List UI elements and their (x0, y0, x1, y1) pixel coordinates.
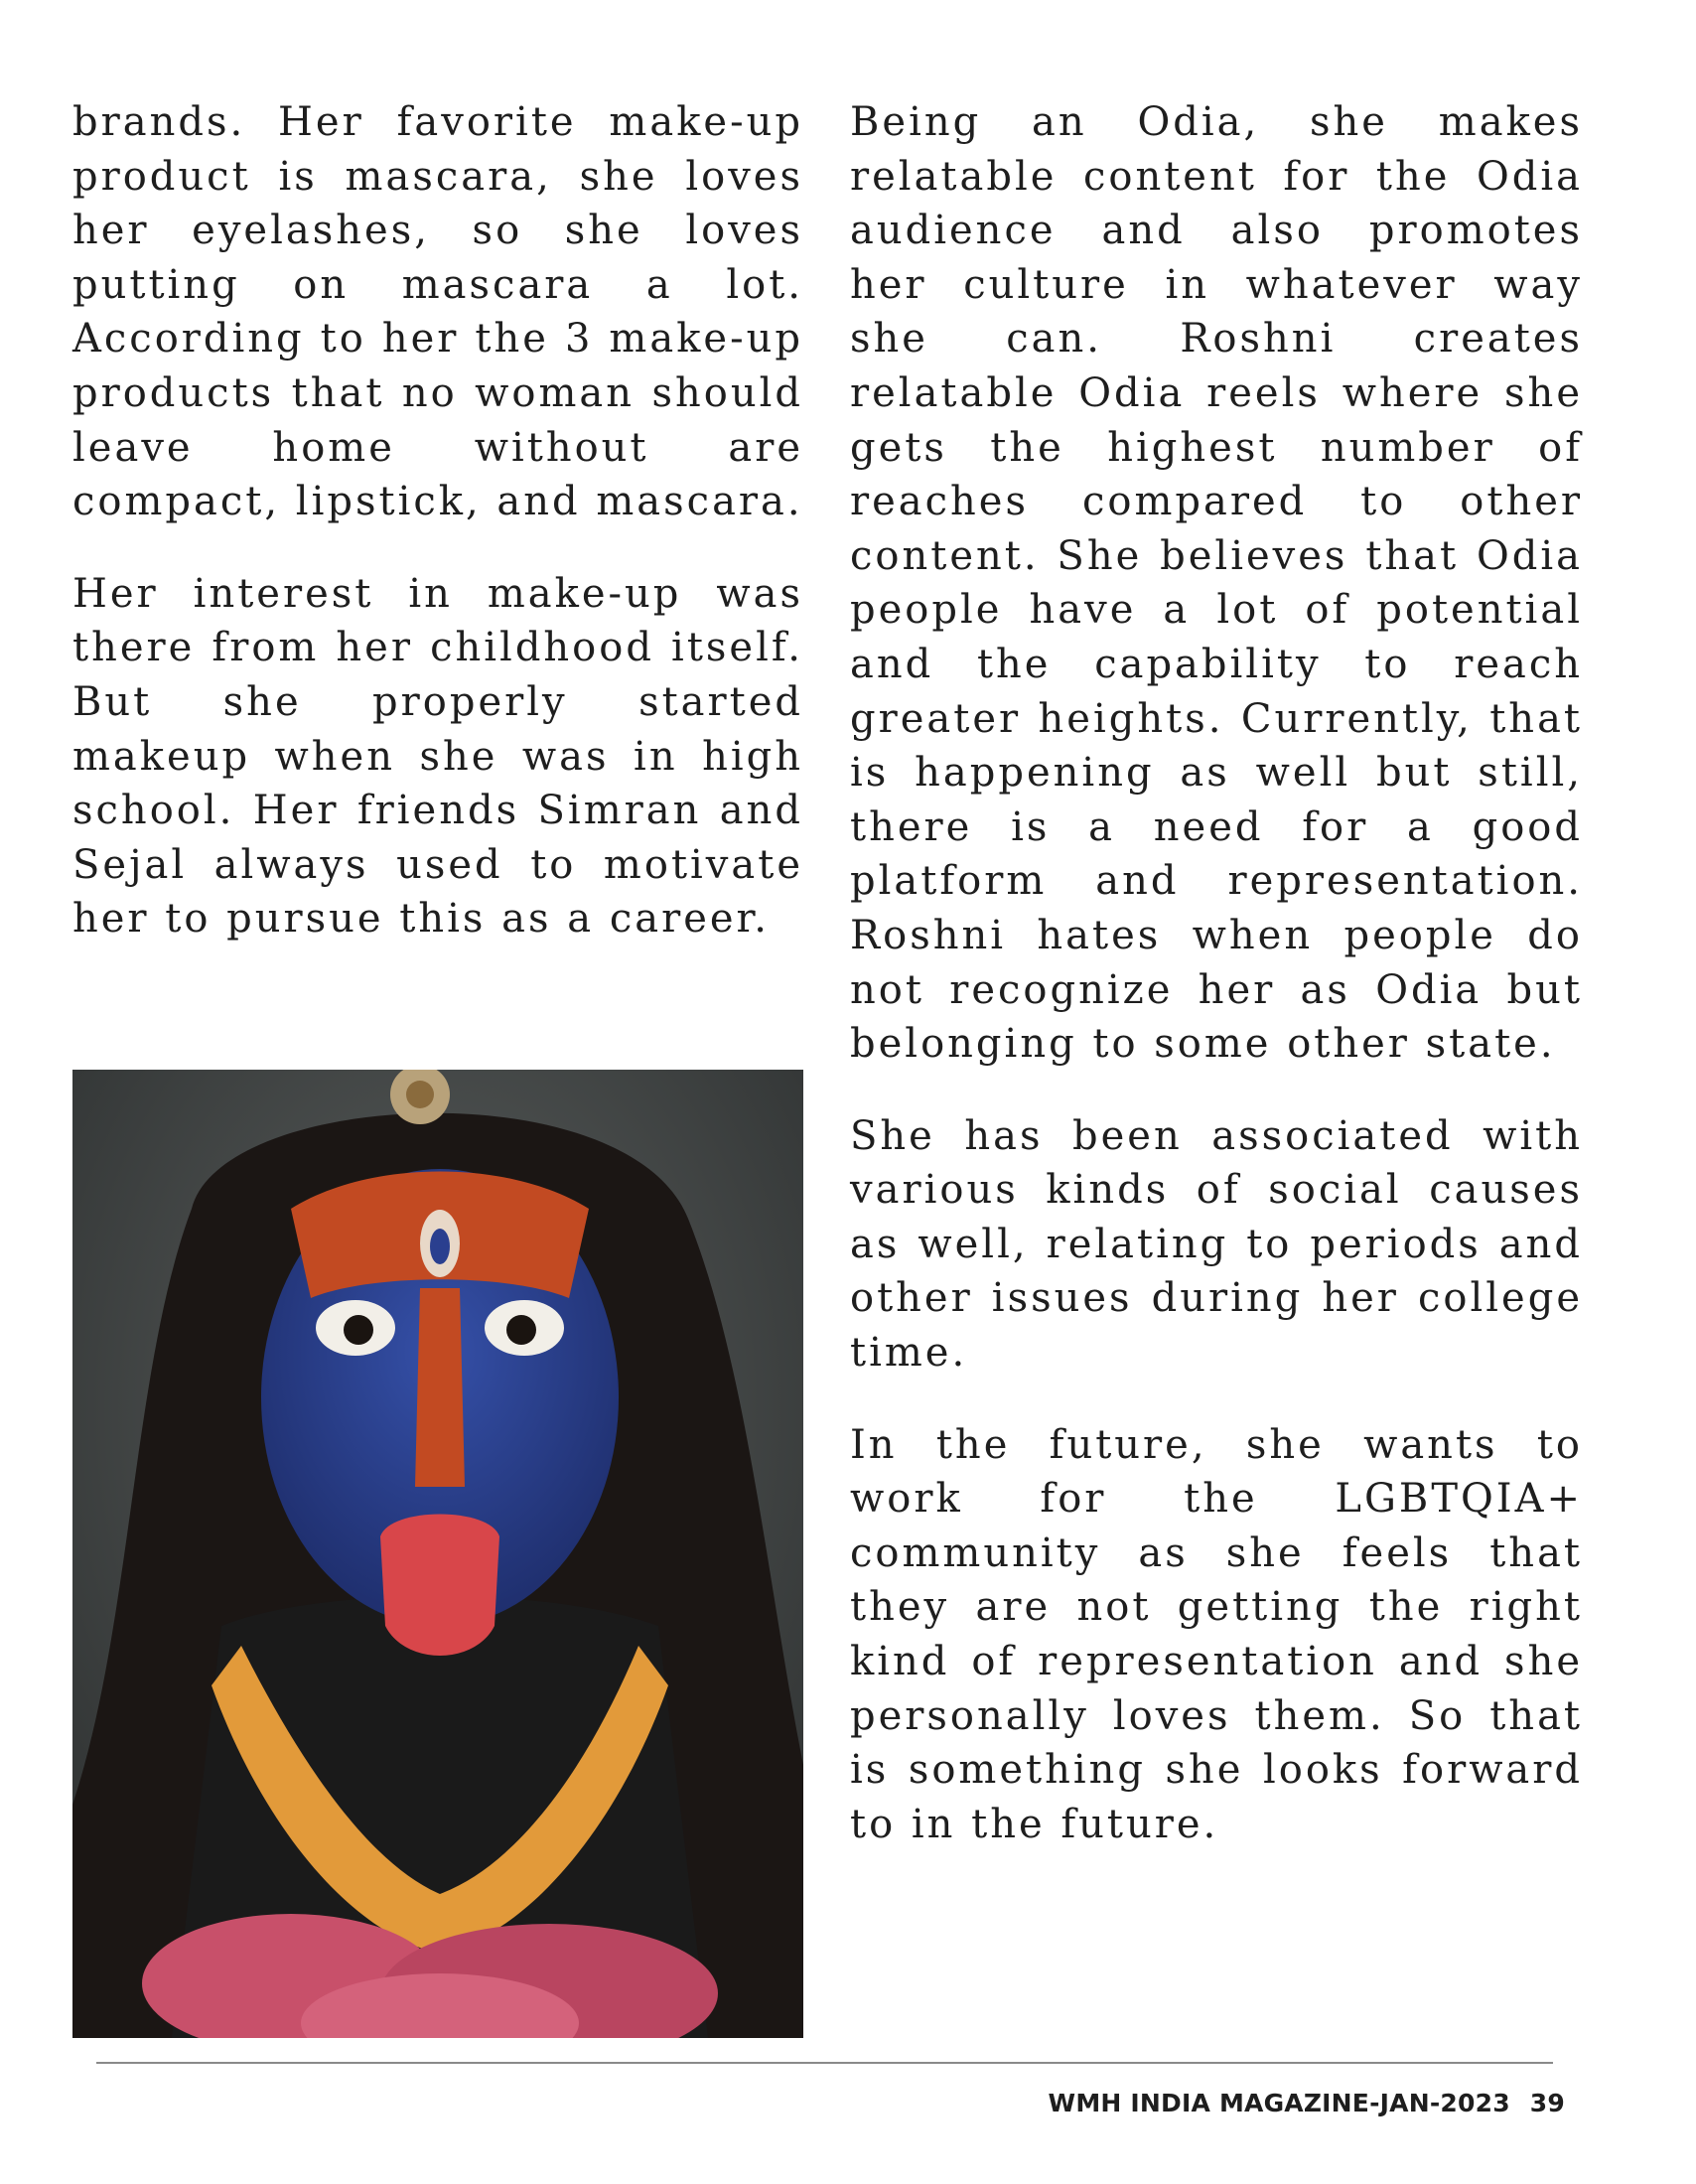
right-paragraph-1: Being an Odia, she makes relatable content for the Odia audience and also promotes her culture in whatever way she can. Roshni creates relatable Odia reels where she gets the highest number of reaches compared to other content. She believes that Odia people have a lot of potential and the capability to reach greater heights. Currently, that is happening as well but still, there is a need for a good platform and representation. Roshni hates when people do not recognize her as Odia but belonging to some other state. (850, 99, 1583, 1068)
page-number: 39 (1529, 2089, 1565, 2117)
right-column (850, 95, 1583, 1889)
footer-divider (96, 2062, 1553, 2064)
magazine-issue: WMH INDIA MAGAZINE-JAN-2023 (1048, 2089, 1510, 2117)
right-paragraph-3: In the future, she wants to work for the LGBTQIA+ community as she feels that they are not getting the right kind of representation and she personally loves them. So that is something she looks forward to in the future. (850, 1421, 1583, 1847)
portrait-photo (72, 1070, 803, 2038)
right-paragraph-2: She has been associated with various kinds of social causes as well, relating to periods and other issues during her college time. (850, 1112, 1583, 1377)
left-column (72, 95, 803, 984)
page-footer (1049, 2089, 1565, 2117)
left-paragraph-1: brands. Her favorite make-up product is mascara, she loves her eyelashes, so she loves putting on mascara a lot. According to her the 3 make-up products that no woman should leave home without are compact, lipstick, and mascara. (72, 99, 803, 525)
left-paragraph-2: Her interest in make-up was there from her childhood itself. But she properly started makeup when she was in high school. Her friends Simran and Sejal always used to motivate her to pursue this as a career. (72, 570, 803, 943)
